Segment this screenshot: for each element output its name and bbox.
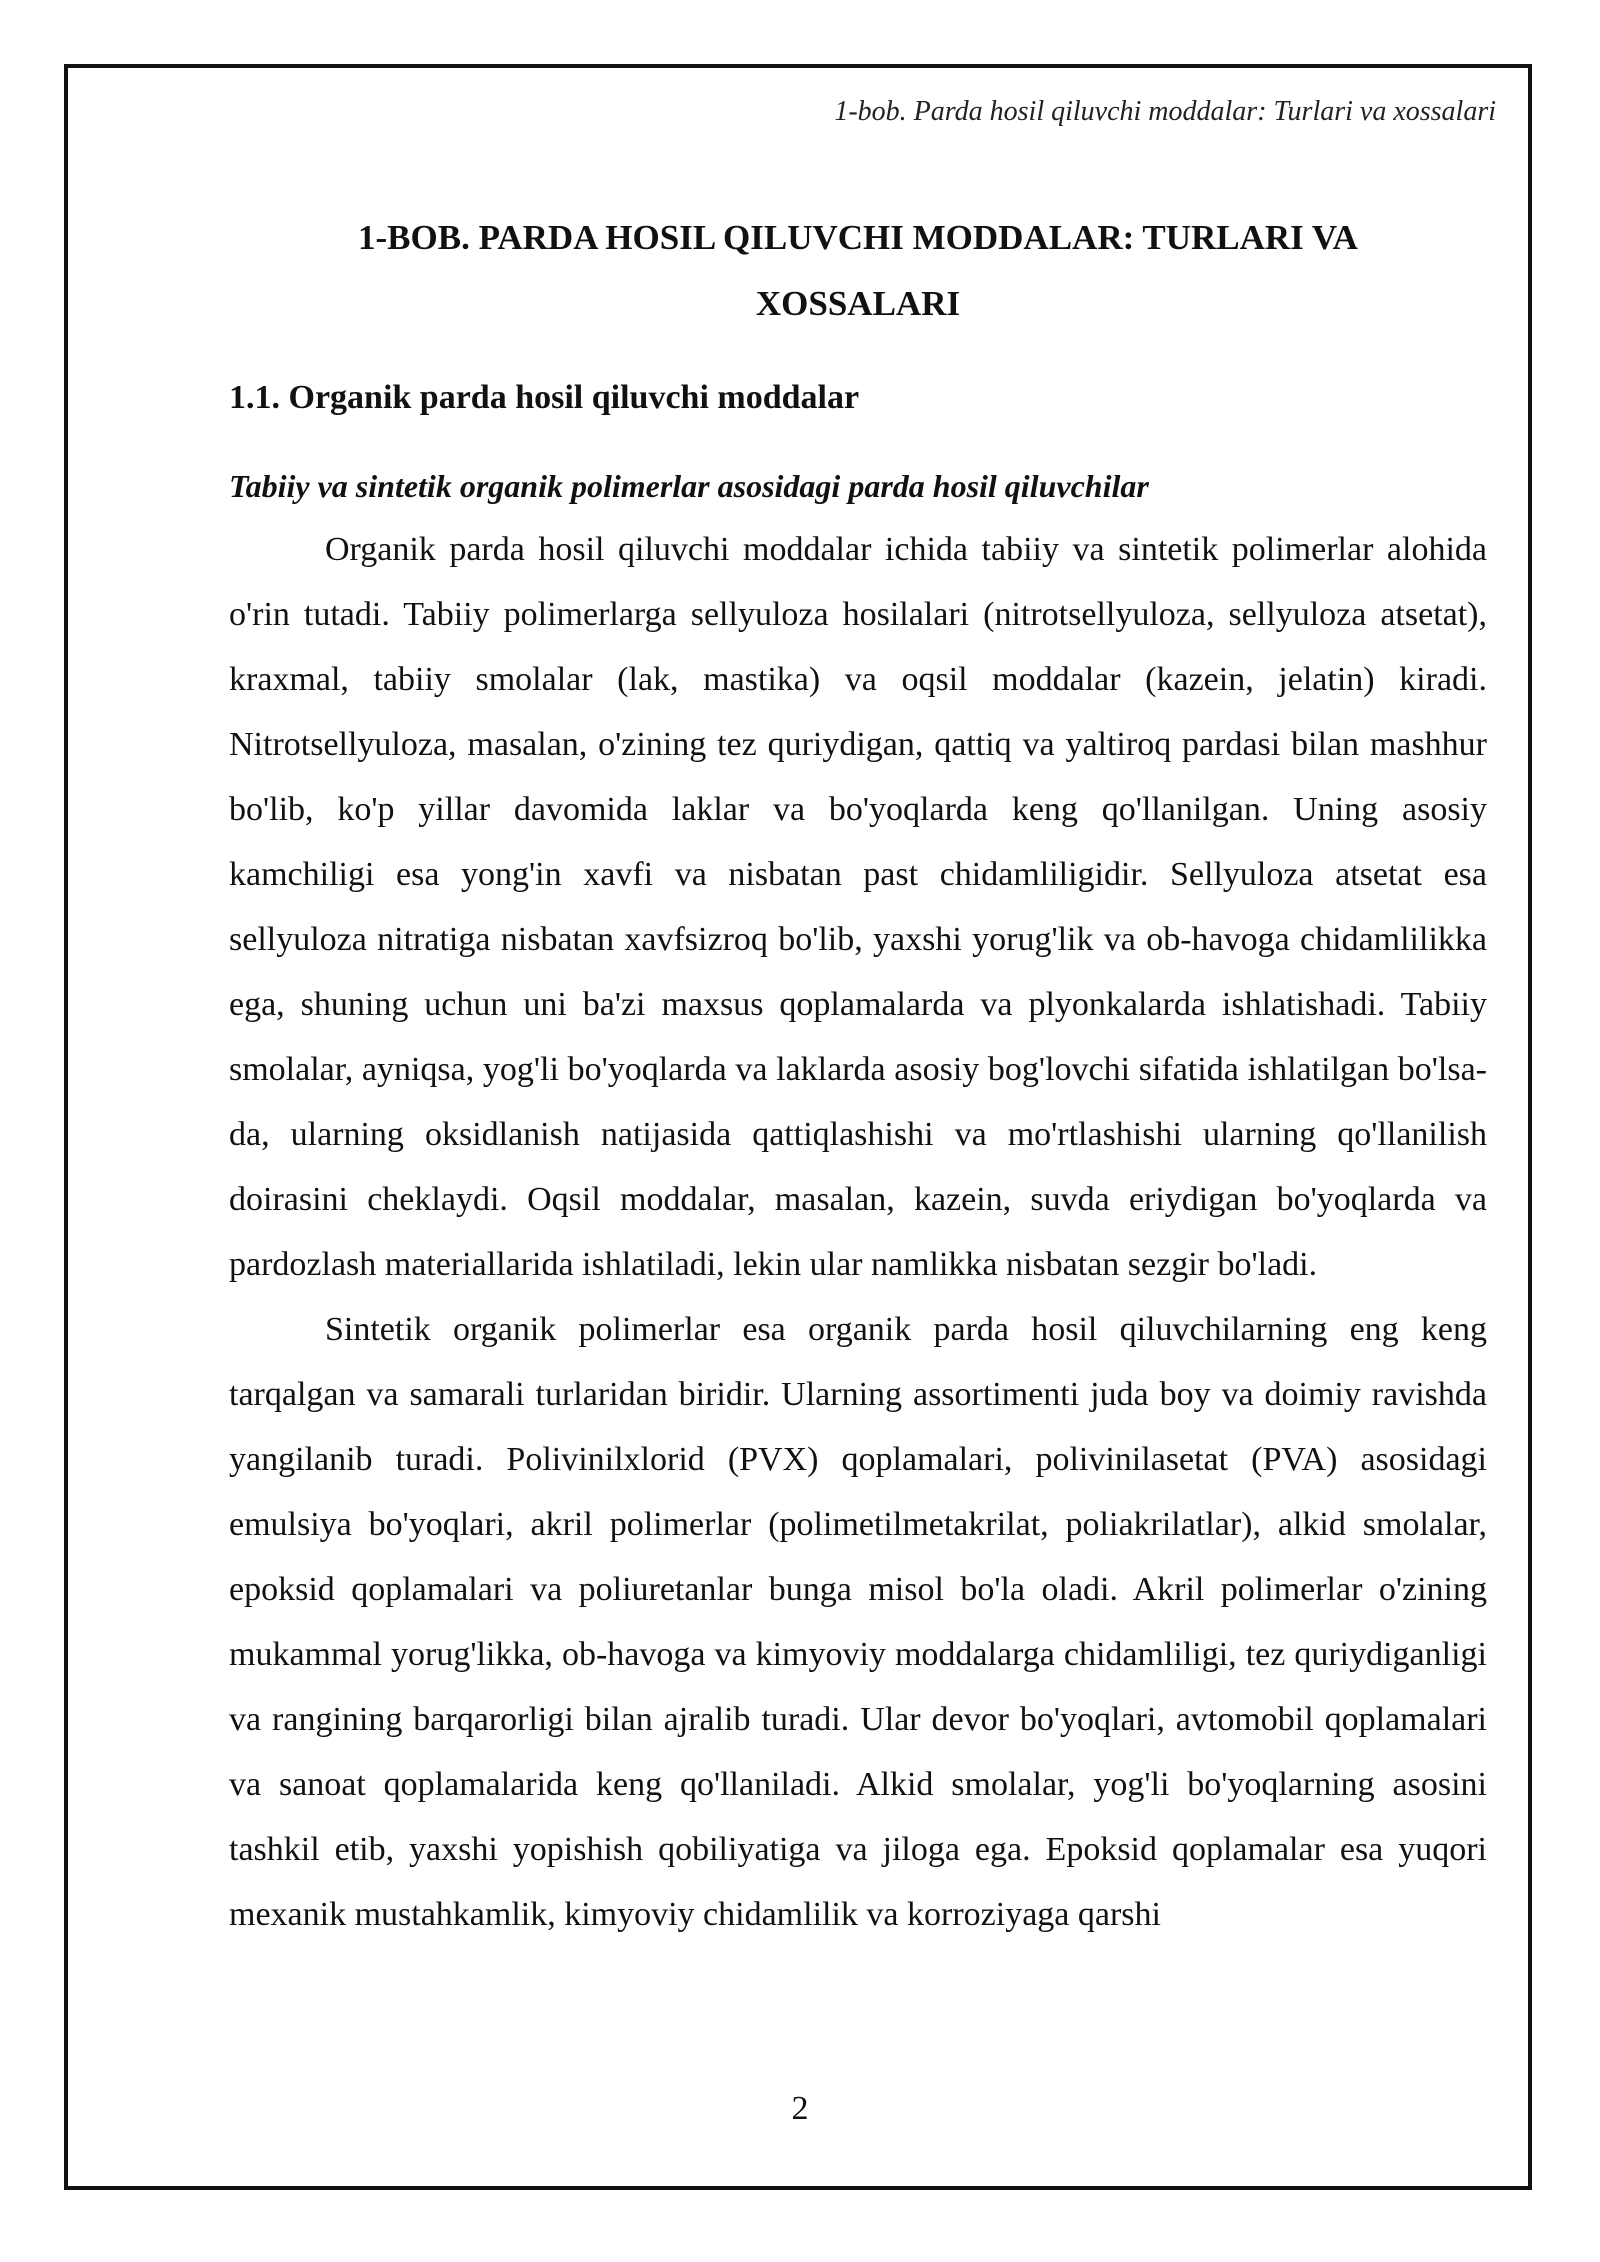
running-header: 1-bob. Parda hosil qiluvchi moddalar: Turlari va xossalari — [834, 96, 1496, 127]
subsection-title: Tabiiy va sintetik organik polimerlar asosidagi parda hosil qiluvchilar — [229, 468, 1149, 504]
paragraph-synthetic-polymers: Sintetik organik polimerlar esa organik parda hosil qiluvchilarning eng keng tarqalgan va samarali turlaridan biridir. Ularning assortimenti juda boy va doimiy ravishda yangilanib turadi. Polivinilxlorid (PVX) qoplamalari, polivinilasetat (PVA) asosidagi emulsiya bo'yoqlari, akril polimerlar (polimetilmetakrilat, poliakrilatlar), alkid smolalar, epoksid qoplamalari va poliuretanlar bunga misol bo'la oladi. Akril polimerlar o'zining mukammal yorug'likka, ob-havoga va kimyoviy moddalarga chidamliligi, tez quriydiganligi va rangining barqarorligi bilan ajralib turadi. Ular devor bo'yoqlari, avtomobil qoplamalari va sanoat qoplamalarida keng qo'llaniladi. Alkid smolalar, yog'li bo'yoqlarning asosini tashkil etib, yaxshi yopishish qobiliyatiga va jiloga ega. Epoksid qoplamalar esa yuqori mexanik mustahkamlik, kimyoviy chidamlilik va korroziyaga qarshi — [229, 1311, 1487, 1933]
paragraph-natural-polymers: Organik parda hosil qiluvchi moddalar ichida tabiiy va sintetik polimerlar alohida o'rin tutadi. Tabiiy polimerlarga sellyuloza hosilalari (nitrotsellyuloza, sellyuloza atsetat), kraxmal, tabiiy smolalar (lak, mastika) va oqsil moddalar (kazein, jelatin) kiradi. Nitrotsellyuloza, masalan, o'zining tez quriydigan, qattiq va yaltiroq pardasi bilan mashhur bo'lib, ko'p yillar davomida laklar va bo'yoqlarda keng qo'llanilgan. Uning asosiy kamchiligi esa yong'in xavfi va nisbatan past chidamliligidir. Sellyuloza atsetat esa sellyuloza nitratiga nisbatan xavfsizroq bo'lib, yaxshi yorug'lik va ob-havoga chidamlilikka ega, shuning uchun uni ba'zi maxsus qoplamalarda va plyonkalarda ishlatishadi. Tabiiy smolalar, ayniqsa, yog'li bo'yoqlarda va laklarda asosiy bog'lovchi sifatida ishlatilgan bo'lsa-da, ularning oksidlanish natijasida qattiqlashishi va mo'rtlashishi ularning qo'llanilish doirasini cheklaydi. Oqsil moddalar, masalan, kazein, suvda eriydigan bo'yoqlarda va pardozlash materiallarida ishlatiladi, lekin ular namlikka nisbatan sezgir bo'ladi. — [229, 531, 1487, 1283]
document-body — [229, 205, 1487, 1947]
section-title: 1.1. Organik parda hosil qiluvchi moddalar — [229, 379, 860, 416]
chapter-title: 1-BOB. PARDA HOSIL QILUVCHI MODDALAR: TURLARI VA XOSSALARI — [358, 218, 1358, 323]
page-number: 2 — [791, 2090, 809, 2127]
